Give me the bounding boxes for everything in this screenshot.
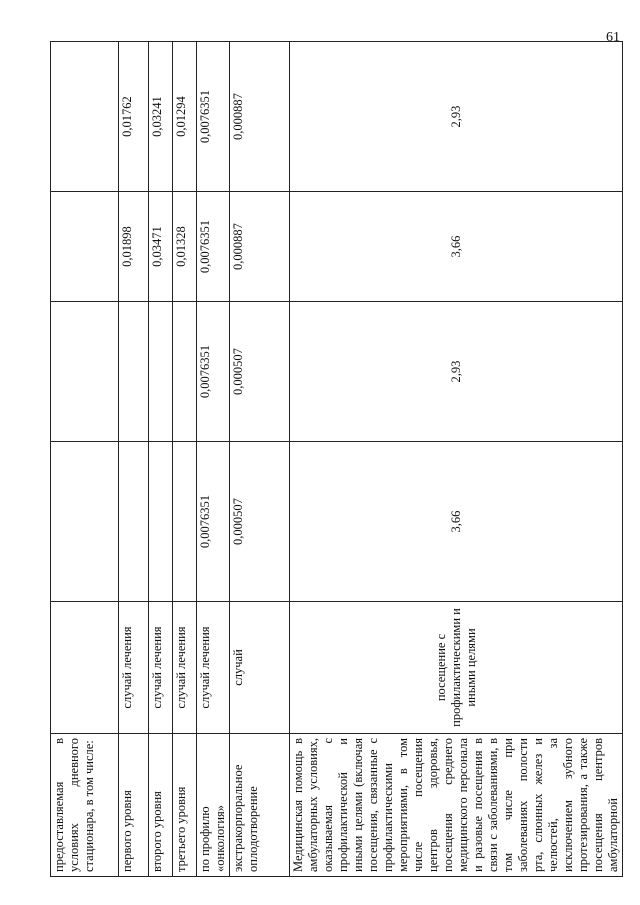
value-cell: 0,03471: [149, 192, 173, 302]
value-cell: 3,66: [290, 442, 623, 602]
value-cell: 0,000887: [230, 42, 290, 192]
value-cell: 0,0076351: [197, 442, 230, 602]
page-number: 61: [606, 30, 620, 45]
unit-cell: случай лечения: [119, 602, 149, 734]
unit-cell: случай лечения: [149, 602, 173, 734]
value-cell: 2,93: [290, 302, 623, 442]
row-label: по профилю «онкология»: [197, 734, 230, 877]
unit-cell: случай: [230, 602, 290, 734]
table-row: [197, 42, 230, 877]
table-row: [51, 42, 119, 877]
value-cell: 0,0076351: [197, 302, 230, 442]
value-cell: 0,01762: [119, 42, 149, 192]
value-cell: [51, 302, 119, 442]
unit-cell: случай лечения: [197, 602, 230, 734]
value-cell: [51, 442, 119, 602]
row-label: предоставляемая в условиях дневного стационара, в том числе:: [51, 734, 119, 877]
value-cell: 0,01328: [173, 192, 197, 302]
row-label: третьего уровня: [173, 734, 197, 877]
value-cell: [51, 42, 119, 192]
value-cell: 0,000507: [230, 442, 290, 602]
value-cell: [149, 302, 173, 442]
value-cell: [51, 192, 119, 302]
value-cell: 0,000887: [230, 192, 290, 302]
row-label: Медицинская помощь в амбулаторных условиях, оказываемая с профилактической и иными целями (включая посещения, связанные с профилактическими мероприятиями, в том числе посещения центров здоровья, посещения среднего медицинского персонала и разовые посещения в связи с заболеваниями, в том числе при заболеваниях полости рта, слюнных желез и челюстей, за исключением зубного протезирования, а также посещения центров амбулаторной: [290, 734, 623, 877]
table-row: [149, 42, 173, 877]
value-cell: 2,93: [290, 42, 623, 192]
rotated-table-container: [50, 42, 620, 877]
value-cell: 0,0076351: [197, 42, 230, 192]
value-cell: [149, 442, 173, 602]
value-cell: 0,01898: [119, 192, 149, 302]
table-row: [119, 42, 149, 877]
unit-cell: случай лечения: [173, 602, 197, 734]
value-cell: 0,000507: [230, 302, 290, 442]
value-cell: 0,03241: [149, 42, 173, 192]
table-row: [173, 42, 197, 877]
row-label: первого уровня: [119, 734, 149, 877]
value-cell: [119, 302, 149, 442]
value-cell: 0,0076351: [197, 192, 230, 302]
value-cell: 3,66: [290, 192, 623, 302]
unit-cell: посещение с профилактическими и иными целями: [290, 602, 623, 734]
table-row: [230, 42, 290, 877]
row-label: второго уровня: [149, 734, 173, 877]
value-cell: [119, 442, 149, 602]
value-cell: 0,01294: [173, 42, 197, 192]
unit-cell: [51, 602, 119, 734]
row-label: экстракорпоральное оплодотворение: [230, 734, 290, 877]
value-cell: [173, 442, 197, 602]
norms-table: [50, 41, 623, 877]
value-cell: [173, 302, 197, 442]
table-row: [290, 42, 623, 877]
